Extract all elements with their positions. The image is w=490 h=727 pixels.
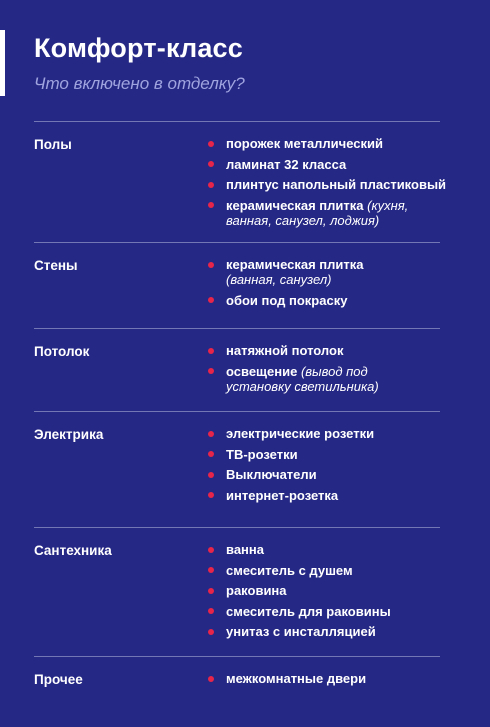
bullet-dot-icon bbox=[208, 368, 214, 374]
list-item bbox=[208, 157, 458, 172]
list-item bbox=[208, 583, 458, 598]
section-label: Сантехника bbox=[34, 543, 112, 558]
list-item bbox=[208, 671, 458, 686]
bullet-dot-icon bbox=[208, 547, 214, 553]
item-text: смеситель с душем bbox=[226, 562, 353, 578]
section-items bbox=[208, 257, 458, 313]
item-text: керамическая плитка bbox=[226, 197, 368, 213]
section-label: Потолок bbox=[34, 344, 90, 359]
bullet-dot-icon bbox=[208, 348, 214, 354]
page-subtitle: Что включено в отделку? bbox=[34, 74, 245, 93]
bullet-dot-icon bbox=[208, 629, 214, 635]
section-floors bbox=[34, 121, 447, 228]
item-text: смеситель для раковины bbox=[226, 603, 391, 619]
list-item bbox=[208, 447, 458, 462]
item-text: порожек металлический bbox=[226, 136, 384, 151]
list-item bbox=[208, 136, 458, 151]
section-items bbox=[208, 542, 458, 645]
bullet-dot-icon bbox=[208, 431, 214, 437]
page-title: Комфорт-класс bbox=[34, 33, 243, 63]
section-electrical bbox=[34, 411, 440, 503]
section-label: Стены bbox=[34, 258, 78, 273]
list-item bbox=[208, 488, 458, 503]
section-items bbox=[208, 136, 458, 233]
bullet-dot-icon bbox=[208, 297, 214, 303]
item-text: ламинат 32 класса bbox=[226, 156, 347, 172]
bullet-dot-icon bbox=[208, 472, 214, 478]
bullet-dot-icon bbox=[208, 451, 214, 457]
item-text: Выключатели bbox=[226, 467, 317, 482]
section-walls bbox=[34, 242, 440, 308]
item-text: раковина bbox=[226, 583, 287, 598]
section-label: Прочее bbox=[34, 672, 83, 687]
list-item bbox=[208, 293, 458, 308]
list-item bbox=[208, 604, 458, 619]
item-note: ванная, санузел, лоджия) bbox=[226, 212, 380, 228]
list-item bbox=[208, 364, 458, 394]
bullet-dot-icon bbox=[208, 141, 214, 147]
item-text: ванна bbox=[226, 542, 264, 557]
list-item bbox=[208, 198, 458, 228]
item-text: натяжной потолок bbox=[226, 343, 344, 358]
item-text: межкомнатные двери bbox=[226, 671, 367, 686]
item-text: обои под покраску bbox=[226, 292, 348, 308]
bullet-dot-icon bbox=[208, 182, 214, 188]
section-label: Полы bbox=[34, 137, 72, 152]
item-text: керамическая плитка bbox=[226, 257, 364, 272]
bullet-dot-icon bbox=[208, 492, 214, 498]
list-item bbox=[208, 426, 458, 441]
section-items bbox=[208, 671, 458, 692]
section-ceiling bbox=[34, 328, 440, 394]
bullet-dot-icon bbox=[208, 608, 214, 614]
bullet-dot-icon bbox=[208, 262, 214, 268]
item-text: электрические розетки bbox=[226, 426, 375, 441]
item-note: установку светильника) bbox=[226, 378, 379, 394]
section-items bbox=[208, 343, 458, 399]
item-text: интернет-розетка bbox=[226, 487, 339, 503]
item-note: (кухня, bbox=[367, 197, 409, 213]
item-text: ТВ-розетки bbox=[226, 446, 298, 462]
bullet-dot-icon bbox=[208, 202, 214, 208]
item-text: унитаз с инсталляцией bbox=[226, 624, 376, 639]
list-item bbox=[208, 563, 458, 578]
list-item bbox=[208, 542, 458, 557]
bullet-dot-icon bbox=[208, 676, 214, 682]
item-note: (ванная, санузел) bbox=[226, 272, 332, 287]
section-other bbox=[34, 656, 440, 687]
list-item bbox=[208, 177, 458, 192]
item-text: освещение bbox=[226, 363, 301, 379]
section-items bbox=[208, 426, 458, 508]
list-item bbox=[208, 343, 458, 358]
list-item bbox=[208, 467, 458, 482]
item-note: (вывод под bbox=[300, 363, 368, 379]
section-plumbing bbox=[34, 527, 440, 639]
list-item bbox=[208, 257, 458, 287]
bullet-dot-icon bbox=[208, 161, 214, 167]
item-text: плинтус напольный пластиковый bbox=[226, 177, 447, 192]
list-item bbox=[208, 624, 458, 639]
bullet-dot-icon bbox=[208, 588, 214, 594]
bullet-dot-icon bbox=[208, 567, 214, 573]
accent-bar bbox=[0, 30, 5, 96]
section-label: Электрика bbox=[34, 427, 104, 442]
